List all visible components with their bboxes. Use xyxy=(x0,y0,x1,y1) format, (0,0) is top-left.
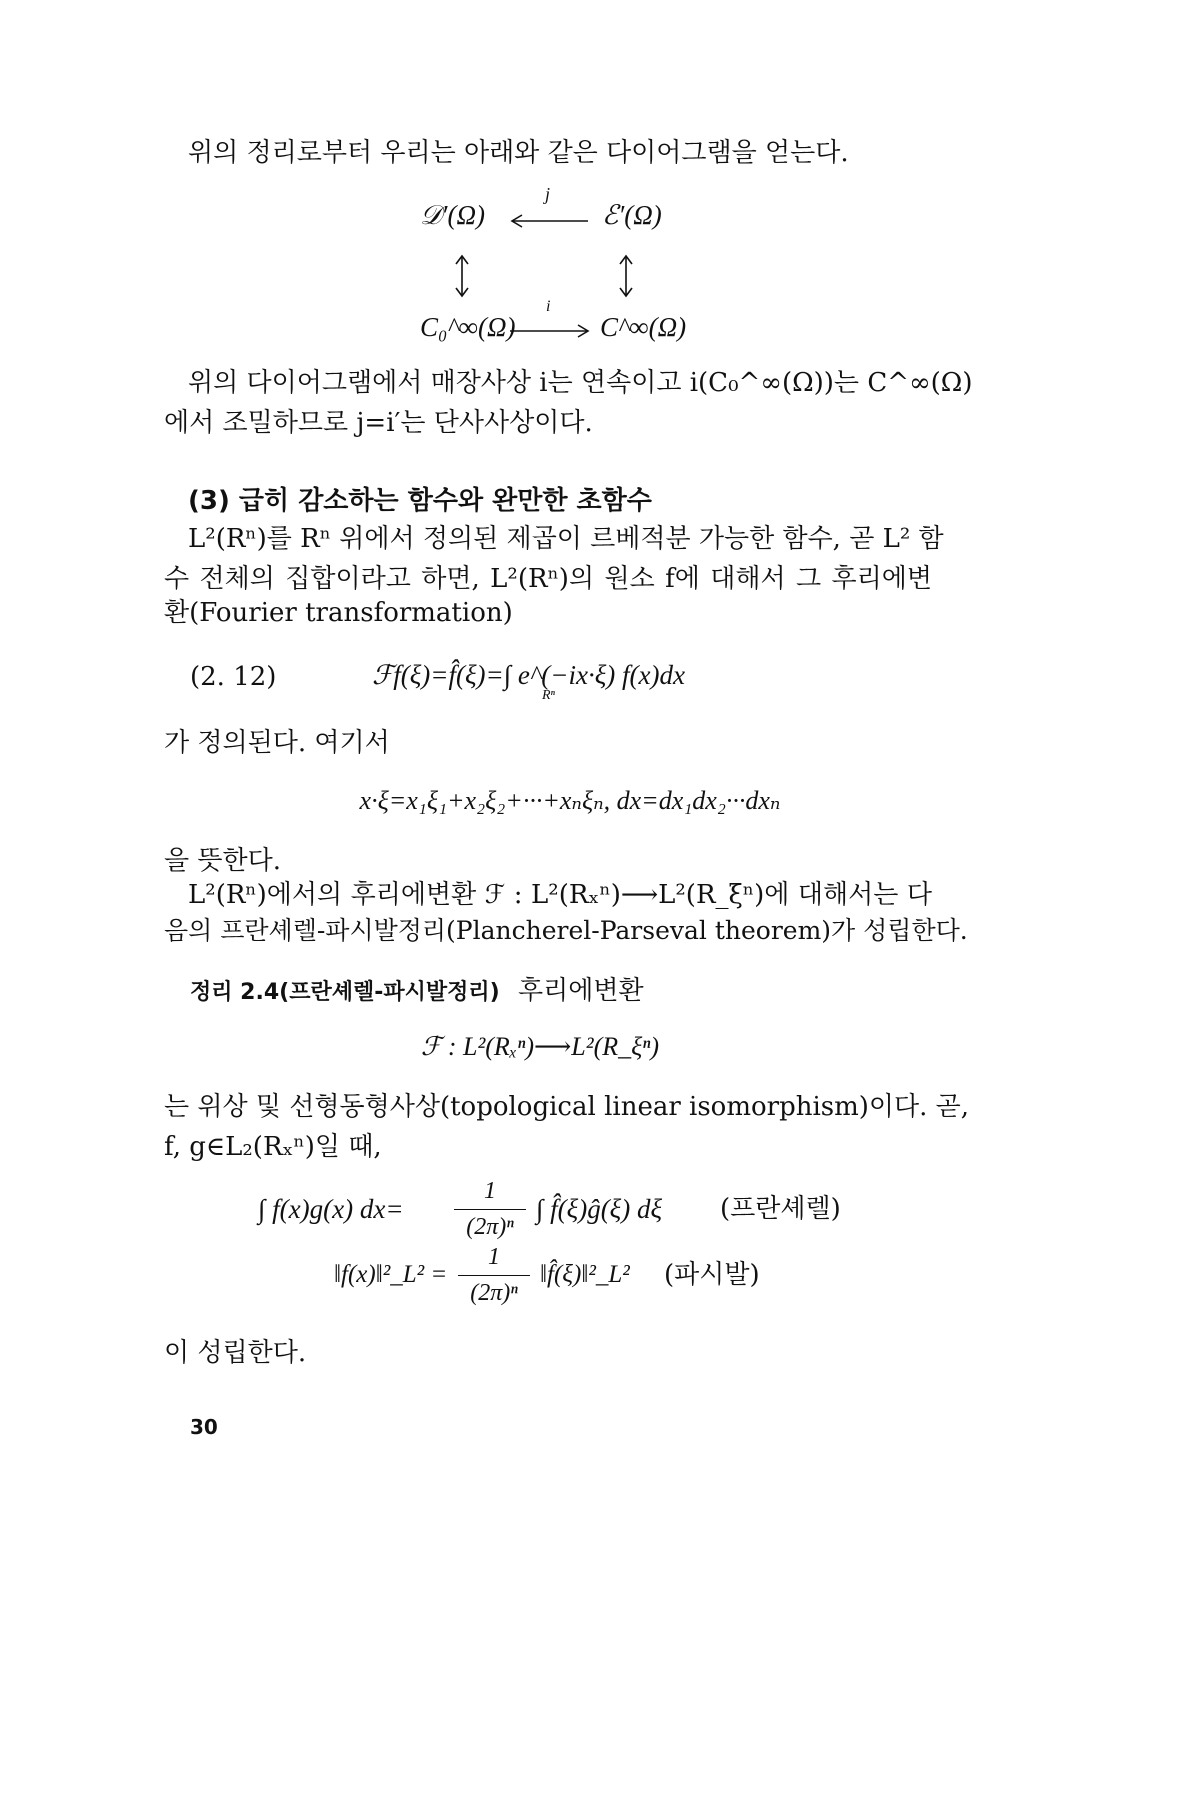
arrow-right-icon xyxy=(508,324,590,338)
diagram-bottom-right: C^∞(Ω) xyxy=(600,312,687,342)
theorem-text: 후리에변환 xyxy=(518,976,644,1006)
para2-line-2: 음의 프란셰렐-파시발정리(Plancherel-Parseval theorem)가 성립한다. xyxy=(164,916,968,945)
parseval-fraction-numerator: 1 xyxy=(488,1244,500,1270)
para1-line-3: 환(Fourier transformation) xyxy=(164,598,513,628)
page-number: 30 xyxy=(190,1415,218,1439)
diagram-bottom-arrow-label: i xyxy=(546,298,551,315)
diagram-top-left: 𝒟′(Ω) xyxy=(420,200,485,230)
diagram-top-right: ℰ′(Ω) xyxy=(602,200,662,230)
plancherel-rhs: ∫ f̂(ξ)ĝ(ξ) dξ xyxy=(536,1194,663,1224)
theorem-map: ℱ : L²(Rₓⁿ)⟶L²(R_ξⁿ) xyxy=(420,1032,660,1061)
fourier-formula: ℱf(ξ)=f̂(ξ)=∫ e^(−ix·ξ) f(x)dx xyxy=(372,660,685,690)
inner-product-line: x·ξ=x₁ξ₁+x₂ξ₂+···+xₙξₙ, dx=dx₁dx₂···dxₙ xyxy=(359,786,781,815)
plancherel-fraction-numerator: 1 xyxy=(484,1178,496,1204)
equation-number: (2. 12) xyxy=(190,662,277,692)
vertical-double-arrow-right-icon xyxy=(619,254,633,298)
section-heading: (3) 급히 감소하는 함수와 완만한 초함수 xyxy=(188,486,652,516)
parseval-rhs: ‖f̂(ξ)‖²_L² xyxy=(540,1261,630,1288)
isomorphism-line-2: f, g∈L₂(Rₓⁿ)일 때, xyxy=(164,1132,382,1162)
theorem-title: 정리 2.4(프란셰렐-파시발정리) xyxy=(190,980,500,1005)
means-line: 을 뜻한다. xyxy=(164,846,281,876)
diagram-bottom-left: C₀^∞(Ω) xyxy=(420,312,516,342)
parseval-label: (파시발) xyxy=(664,1260,760,1290)
plancherel-lhs: ∫ f(x)g(x) dx= xyxy=(258,1194,404,1224)
parseval-fraction-denominator: (2π)ⁿ xyxy=(470,1280,518,1306)
isomorphism-line-1: 는 위상 및 선형동형사상(topological linear isomorphism)이다. 곧, xyxy=(164,1092,970,1122)
plancherel-fraction-denominator: (2π)ⁿ xyxy=(466,1214,514,1240)
plancherel-label: (프란셰렐) xyxy=(720,1194,841,1224)
diagram-text-line-2: 에서 조밀하므로 j=i′는 단사사상이다. xyxy=(164,408,593,438)
fourier-formula-domain: Rⁿ xyxy=(542,688,555,703)
para2-line-1: L²(Rⁿ)에서의 후리에변환 ℱ : L²(Rₓⁿ)⟶L²(R_ξⁿ)에 대해서는 다 xyxy=(188,880,932,910)
para1-line-1: L²(Rⁿ)를 Rⁿ 위에서 정의된 제곱이 르베적분 가능한 함수, 곧 L² 함 xyxy=(188,524,944,554)
intro-line: 위의 정리로부터 우리는 아래와 같은 다이어그램을 얻는다. xyxy=(188,138,849,168)
para1-line-2: 수 전체의 집합이라고 하면, L²(Rⁿ)의 원소 f에 대해서 그 후리에변 xyxy=(164,564,932,594)
parseval-lhs: ‖f(x)‖²_L² = xyxy=(334,1261,448,1288)
diagram-text-line-1: 위의 다이어그램에서 매장사상 i는 연속이고 i(C₀^∞(Ω))는 C^∞(Ω) xyxy=(188,368,973,398)
arrow-left-icon xyxy=(510,214,590,228)
vertical-double-arrow-left-icon xyxy=(455,254,469,298)
diagram-top-arrow-label: j xyxy=(545,184,551,204)
defined-line: 가 정의된다. 여기서 xyxy=(164,728,390,758)
holds-line: 이 성립한다. xyxy=(164,1338,307,1368)
